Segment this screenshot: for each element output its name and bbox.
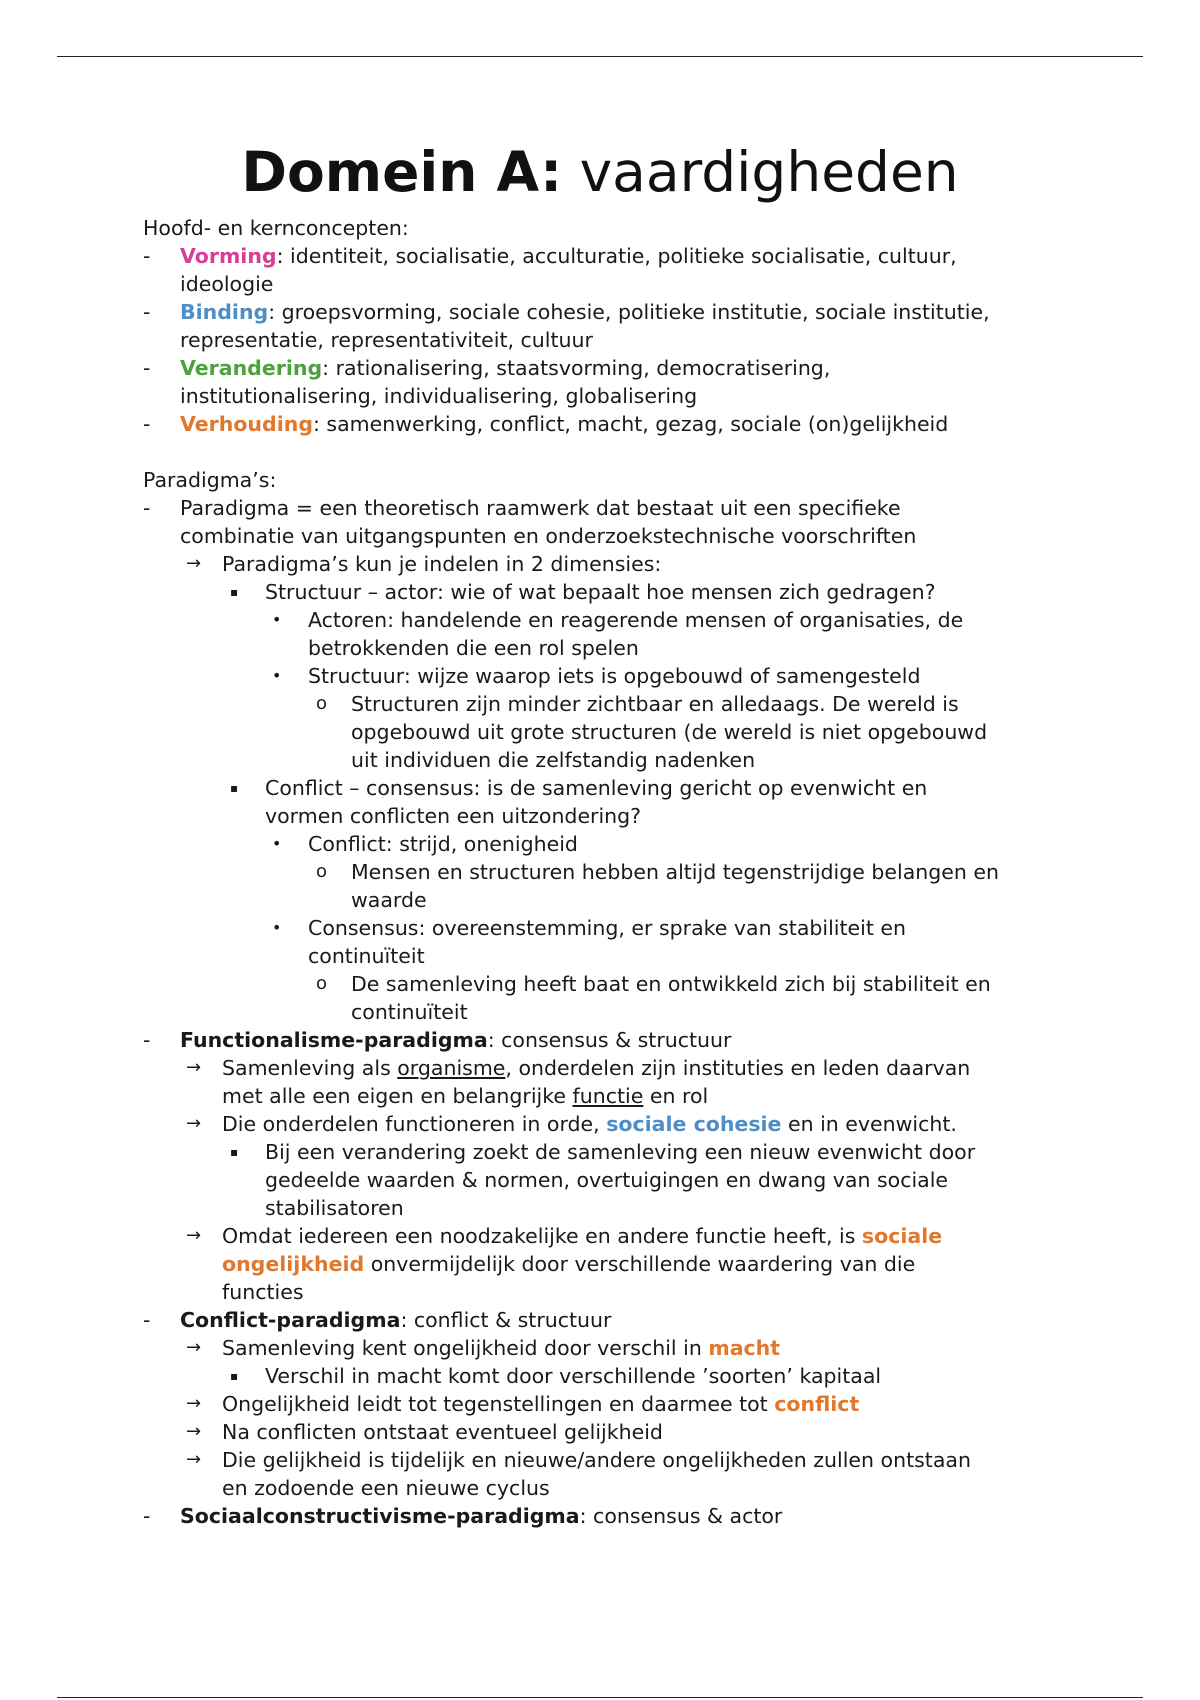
term-binding: Binding [180, 300, 269, 324]
dash-bullet: - [143, 496, 151, 520]
dot-item: Consensus: overeenstemming, er sprake van stabiliteit en [308, 916, 906, 940]
square-bullet: ▪ [230, 1145, 239, 1159]
paradigm-heading-conflict [180, 1306, 611, 1334]
square-item: Structuur – actor: wie of wat bepaalt hoe mensen zich gedragen? [265, 580, 936, 604]
arrow-item-continuation [222, 1082, 708, 1110]
text-segment: Ongelijkheid leidt tot tegenstellingen en daarmee tot [222, 1392, 775, 1416]
arrow-bullet: → [186, 1057, 202, 1078]
highlight-sociale: sociale [861, 1224, 943, 1248]
arrow-item [222, 1222, 942, 1250]
arrow-bullet: → [186, 553, 202, 574]
circle-item-continuation: opgebouwd uit grote structuren (de wereld is niet opgebouwd [351, 720, 988, 744]
page-title [0, 132, 1200, 212]
dot-item: Structuur: wijze waarop iets is opgebouwd of samengesteld [308, 664, 921, 688]
square-item-continuation: gedeelde waarden & normen, overtuigingen en dwang van sociale [265, 1168, 949, 1192]
highlight-ongelijkheid: ongelijkheid [222, 1252, 365, 1276]
text-segment: , onderdelen zijn instituties en leden daarvan [505, 1056, 971, 1080]
dash-bullet: - [143, 1028, 151, 1052]
list-item-continuation: representatie, representativiteit, cultuur [180, 328, 593, 352]
arrow-bullet: → [186, 1393, 202, 1414]
arrow-item: Na conflicten ontstaat eventueel gelijkheid [222, 1420, 663, 1444]
list-item [180, 410, 948, 438]
dash-bullet: - [143, 1504, 151, 1528]
text-segment: met alle een eigen en belangrijke [222, 1084, 573, 1108]
circle-item-continuation: uit individuen die zelfstandig nadenken [351, 748, 756, 772]
circle-item: De samenleving heeft baat en ontwikkeld zich bij stabiliteit en [351, 972, 991, 996]
dot-item-continuation: continuïteit [308, 944, 425, 968]
highlight-sociale-cohesie: sociale cohesie [606, 1112, 782, 1136]
paradigm-dimensions: : conflict & structuur [400, 1308, 612, 1332]
dot-bullet: • [272, 918, 282, 937]
circle-bullet: o [316, 693, 328, 714]
dash-bullet: - [143, 356, 151, 380]
text-segment: onvermijdelijk door verschillende waardering van die [364, 1252, 916, 1276]
dot-bullet: • [272, 610, 282, 629]
arrow-bullet: → [186, 1449, 202, 1470]
underlined-term: organisme [397, 1056, 506, 1080]
text-segment: Die onderdelen functioneren in orde, [222, 1112, 607, 1136]
term-vorming: Vorming [180, 244, 277, 268]
underlined-term: functie [572, 1084, 644, 1108]
square-item-continuation: vormen conflicten een uitzondering? [265, 804, 642, 828]
list-item-continuation: combinatie van uitgangspunten en onderzoekstechnische voorschriften [180, 524, 917, 548]
arrow-item [222, 1110, 957, 1138]
square-bullet: ▪ [230, 1369, 239, 1383]
arrow-item [222, 1334, 780, 1362]
dot-item: Conflict: strijd, onenigheid [308, 832, 578, 856]
item-text: : rationalisering, staatsvorming, democratisering, [322, 356, 831, 380]
dot-item-continuation: betrokkenden die een rol spelen [308, 636, 639, 660]
top-rule [57, 56, 1143, 57]
arrow-item: Die gelijkheid is tijdelijk en nieuwe/andere ongelijkheden zullen ontstaan [222, 1448, 971, 1472]
square-bullet: ▪ [230, 781, 239, 795]
arrow-bullet: → [186, 1337, 202, 1358]
term-sociaalconstructivisme: Sociaalconstructivisme-paradigma [180, 1504, 580, 1528]
title-bold: Domein A: [241, 140, 563, 204]
list-item-continuation: institutionalisering, individualisering, globalisering [180, 384, 698, 408]
circle-bullet: o [316, 861, 328, 882]
square-item-continuation: stabilisatoren [265, 1196, 404, 1220]
text-segment: Samenleving als [222, 1056, 398, 1080]
square-item: Bij een verandering zoekt de samenleving een nieuw evenwicht door [265, 1140, 976, 1164]
list-item [180, 298, 990, 326]
arrow-item [222, 1054, 970, 1082]
list-item [180, 354, 830, 382]
section-heading-paradigmas: Paradigma’s: [143, 468, 277, 492]
circle-item-continuation: waarde [351, 888, 427, 912]
dash-bullet: - [143, 244, 151, 268]
title-rest: vaardigheden [562, 140, 959, 204]
arrow-item: Paradigma’s kun je indelen in 2 dimensies: [222, 552, 662, 576]
arrow-item-continuation [222, 1250, 915, 1278]
arrow-item-continuation: functies [222, 1280, 304, 1304]
dash-bullet: - [143, 1308, 151, 1332]
list-item-continuation: ideologie [180, 272, 274, 296]
highlight-conflict: conflict [774, 1392, 860, 1416]
dot-bullet: • [272, 666, 282, 685]
arrow-item [222, 1390, 859, 1418]
paradigm-dimensions: : consensus & actor [579, 1504, 783, 1528]
paradigm-heading-sociaalconstructivisme [180, 1502, 782, 1530]
square-item: Conflict – consensus: is de samenleving gericht op evenwicht en [265, 776, 928, 800]
section-heading-kernconcepten: Hoofd- en kernconcepten: [143, 216, 409, 240]
text-segment: en in evenwicht. [781, 1112, 957, 1136]
list-item [180, 242, 957, 270]
bottom-rule [57, 1697, 1143, 1698]
dash-bullet: - [143, 412, 151, 436]
item-text: : groepsvorming, sociale cohesie, politieke institutie, sociale institutie, [268, 300, 990, 324]
term-conflict-paradigma: Conflict-paradigma [180, 1308, 401, 1332]
text-segment: en rol [643, 1084, 709, 1108]
dot-item: Actoren: handelende en reagerende mensen of organisaties, de [308, 608, 964, 632]
paradigm-heading-functionalisme [180, 1026, 731, 1054]
square-item: Verschil in macht komt door verschillende ’soorten’ kapitaal [265, 1364, 882, 1388]
square-bullet: ▪ [230, 585, 239, 599]
term-verhouding: Verhouding [180, 412, 313, 436]
arrow-bullet: → [186, 1113, 202, 1134]
paradigm-dimensions: : consensus & structuur [487, 1028, 732, 1052]
text-segment: Samenleving kent ongelijkheid door verschil in [222, 1336, 709, 1360]
circle-bullet: o [316, 973, 328, 994]
list-item: Paradigma = een theoretisch raamwerk dat bestaat uit een specifieke [180, 496, 901, 520]
dot-bullet: • [272, 834, 282, 853]
item-text: : identiteit, socialisatie, acculturatie, politieke socialisatie, cultuur, [276, 244, 957, 268]
circle-item: Structuren zijn minder zichtbaar en alledaags. De wereld is [351, 692, 959, 716]
arrow-bullet: → [186, 1225, 202, 1246]
item-text: : samenwerking, conflict, macht, gezag, sociale (on)gelijkheid [313, 412, 949, 436]
arrow-item-continuation: en zodoende een nieuwe cyclus [222, 1476, 550, 1500]
term-verandering: Verandering [180, 356, 323, 380]
dash-bullet: - [143, 300, 151, 324]
text-segment: Omdat iedereen een noodzakelijke en andere functie heeft, is [222, 1224, 862, 1248]
arrow-bullet: → [186, 1421, 202, 1442]
highlight-macht: macht [708, 1336, 781, 1360]
circle-item: Mensen en structuren hebben altijd tegenstrijdige belangen en [351, 860, 999, 884]
circle-item-continuation: continuïteit [351, 1000, 468, 1024]
term-functionalisme: Functionalisme-paradigma [180, 1028, 488, 1052]
